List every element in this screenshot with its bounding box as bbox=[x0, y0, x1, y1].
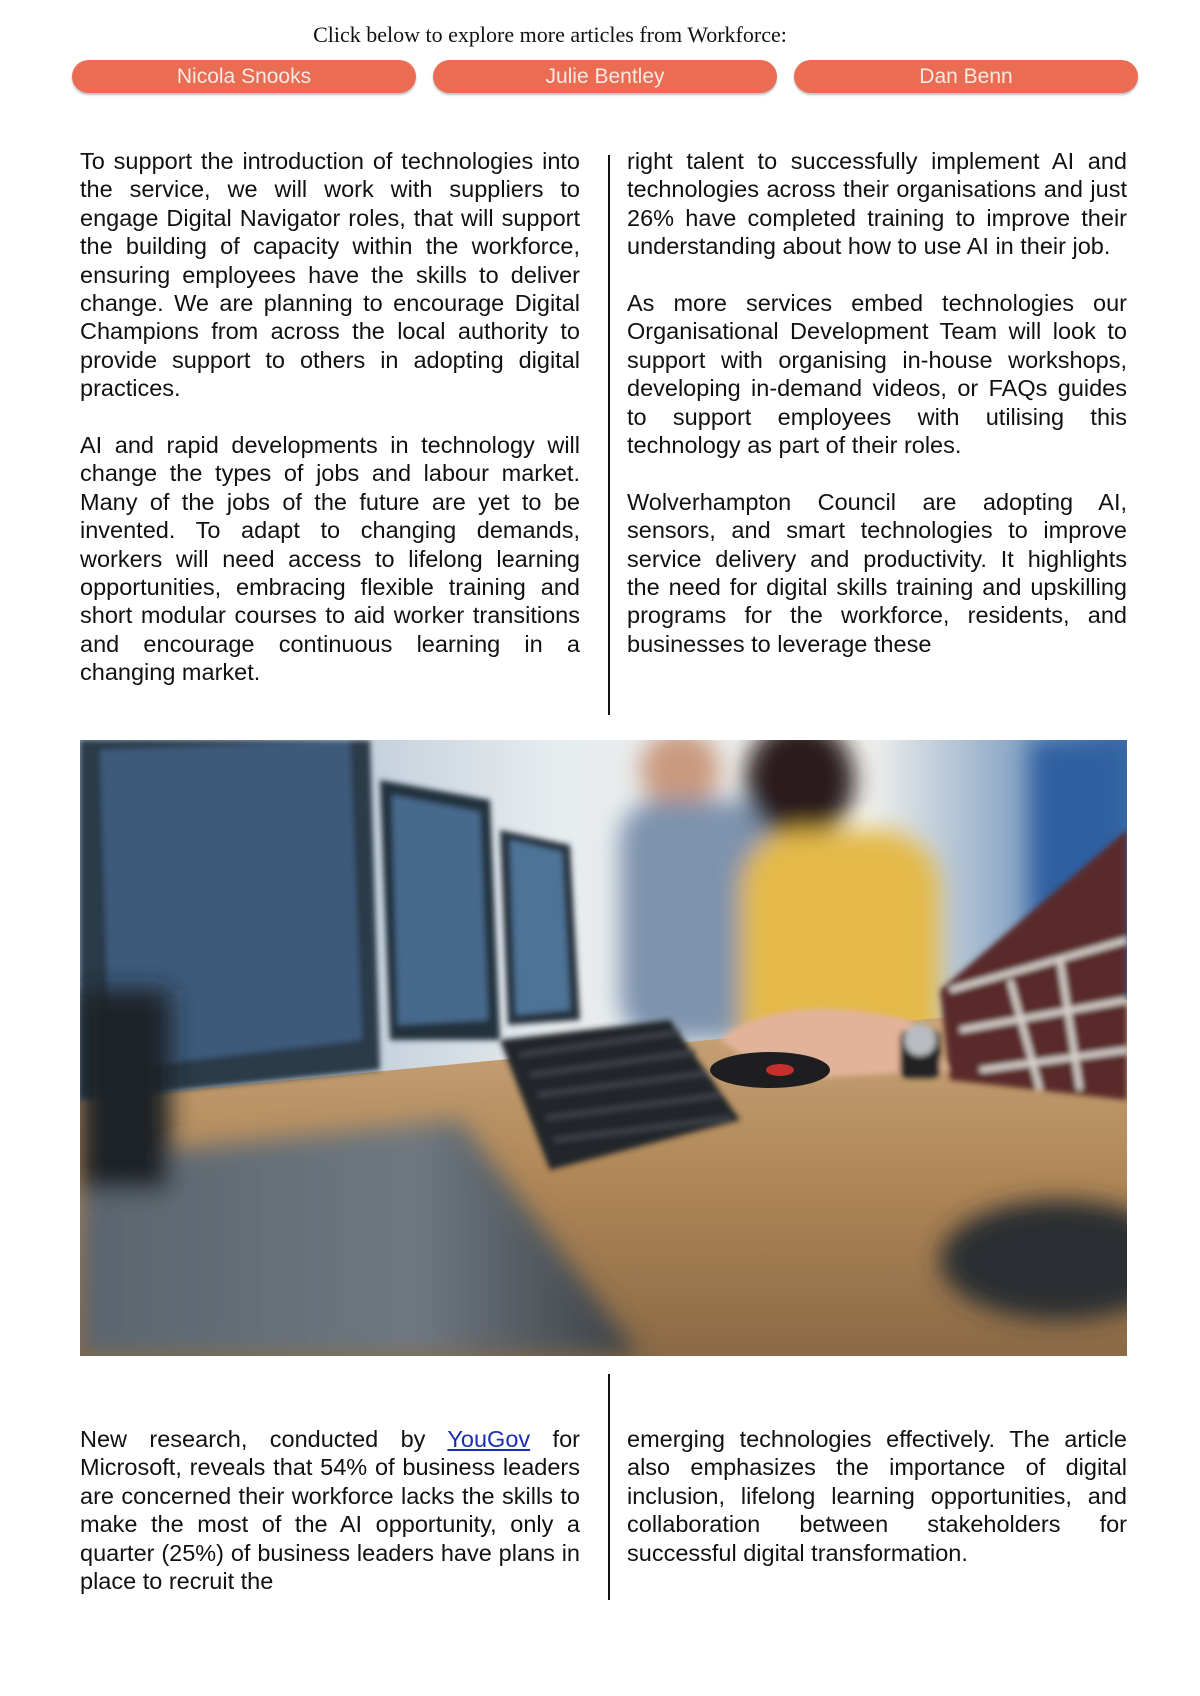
article-column-right-2 bbox=[627, 1425, 1127, 1567]
author-nav bbox=[72, 60, 1138, 93]
paragraph-od-team-support: As more services embed technologies our Organisational Development Team will look to support with organising in-house workshops, developing in-demand videos, or FAQs guides to support employees with utilising this technology as part of their roles. bbox=[627, 290, 1127, 459]
column-divider-1 bbox=[608, 155, 610, 715]
explore-articles-heading: Click below to explore more articles from Workforce: bbox=[313, 22, 787, 47]
article-column-left-1 bbox=[80, 147, 580, 687]
author-button-dan-benn[interactable]: Dan Benn bbox=[794, 60, 1138, 93]
article-column-left-2 bbox=[80, 1425, 580, 1595]
office-photo-illustration bbox=[80, 740, 1127, 1356]
author-button-julie-bentley[interactable]: Julie Bentley bbox=[433, 60, 777, 93]
research-text-before-link: New research, conducted by bbox=[80, 1426, 448, 1452]
paragraph-wolverhampton-ai: Wolverhampton Council are adopting AI, sensors, and smart technologies to improve service delivery and productivity. It highlights the need for digital skills training and upskilling programs for the workforce, residents, and businesses to leverage these bbox=[627, 488, 1127, 657]
paragraph-ai-labour-market: AI and rapid developments in technology will change the types of jobs and labour market. Many of the jobs of the future are yet to be invented. To adapt to changing demands, workers will need access to lifelong learning opportunities, embracing flexible training and short modular courses to aid worker transitions and encourage continuous learning in a changing market. bbox=[80, 432, 580, 686]
author-button-nicola-snooks[interactable]: Nicola Snooks bbox=[72, 60, 416, 93]
paragraph-digital-transformation: emerging technologies effectively. The article also emphasizes the importance of digital inclusion, lifelong learning opportunities, and collaboration between stakeholders for successful digital transformation. bbox=[627, 1426, 1127, 1566]
column-divider-2 bbox=[608, 1374, 610, 1600]
research-text-after-link: for Microsoft, reveals that 54% of business leaders are concerned their workforce lacks the skills to make the most of the AI opportunity, only a quarter (25%) of business leaders have plans in place to recruit the bbox=[80, 1426, 580, 1595]
article-column-right-1 bbox=[627, 147, 1127, 658]
yougov-link[interactable]: YouGov bbox=[447, 1426, 531, 1452]
office-computers-photo bbox=[80, 740, 1127, 1356]
paragraph-ai-talent: right talent to successfully implement AI and technologies across their organisations and just 26% have completed training to improve their understanding about how to use AI in their job. bbox=[627, 148, 1127, 260]
paragraph-yougov-research bbox=[80, 1425, 580, 1595]
paragraph-digital-navigators: To support the introduction of technologies into the service, we will work with suppliers to engage Digital Navigator roles, that will support the building of capacity within the workforce, ensuring employees have the skills to deliver change. We are planning to encourage Digital Champions from across the local authority to provide support to others in adopting digital practices. bbox=[80, 148, 580, 402]
